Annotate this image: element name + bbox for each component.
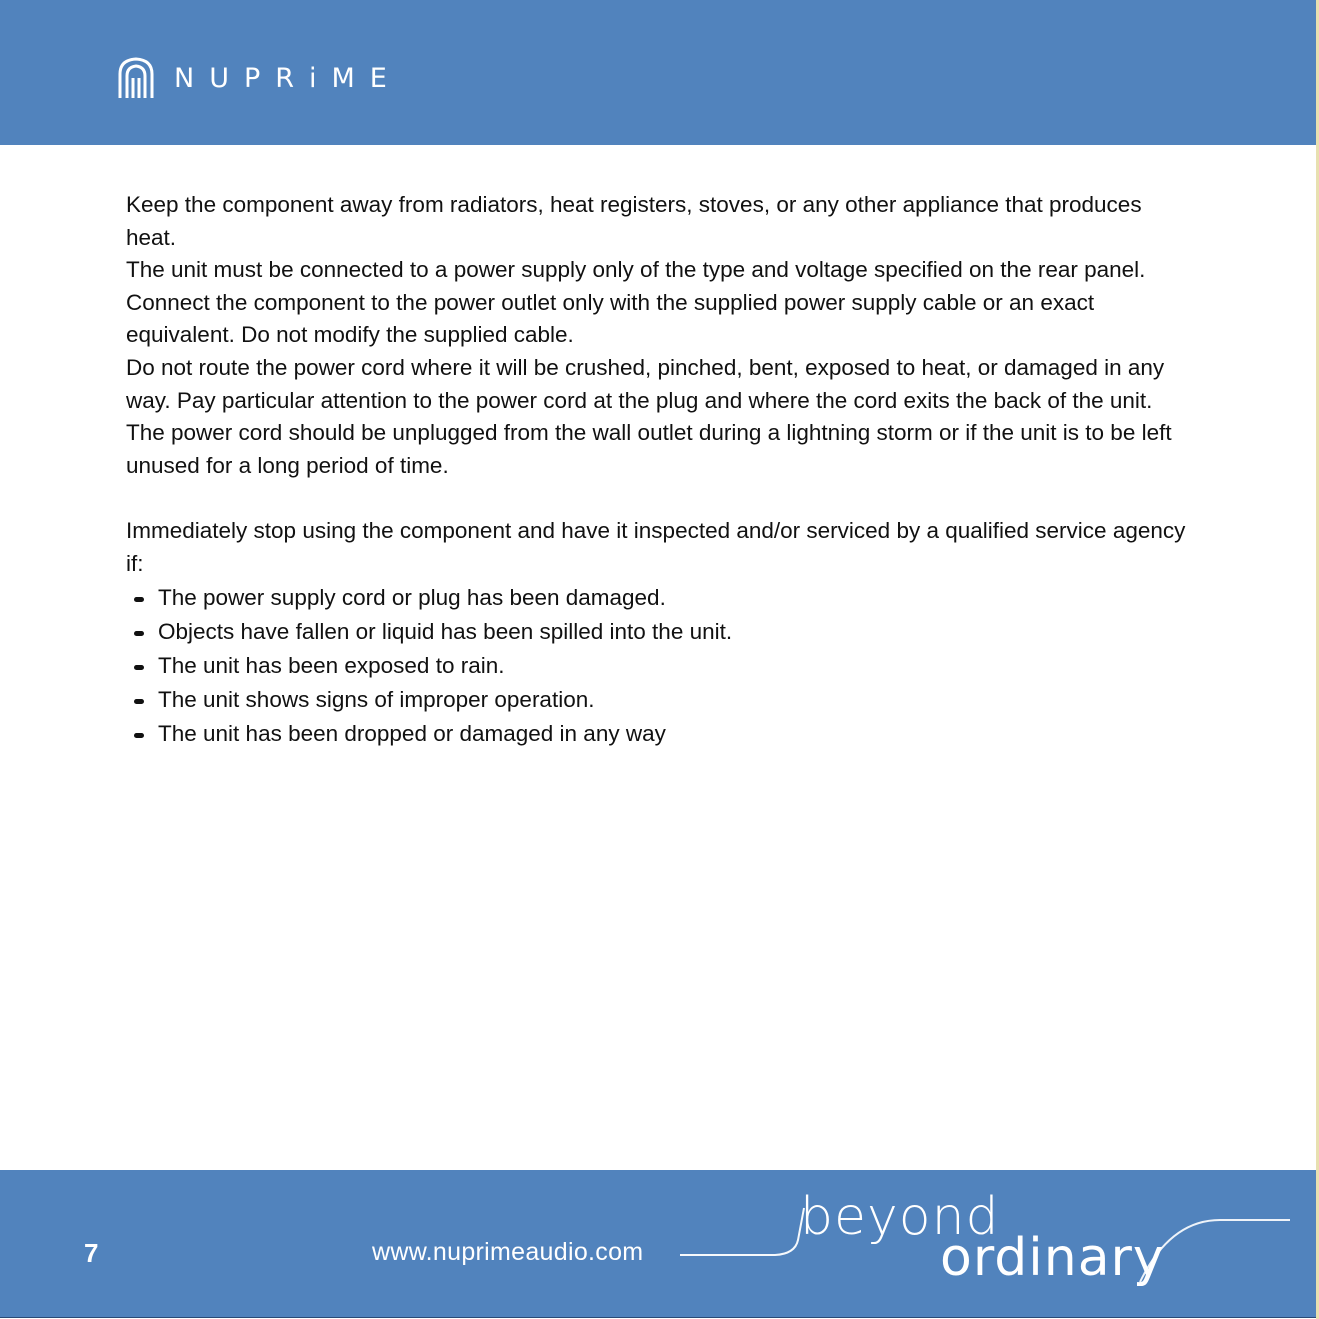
page-header [0,0,1316,145]
bullet-icon [134,631,144,636]
bullet-icon [134,597,144,602]
paragraph: The unit must be connected to a power supply only of the type and voltage specified on the rear panel. Connect the component to the power outlet only with the supplied power supply cable or an exact equivalent. Do not modify the supplied cable. [126,257,1146,348]
page-number: 7 [84,1238,99,1268]
paragraph: The power cord should be unplugged from the wall outlet during a lightning storm or if the unit is to be left unused for a long period of time. [126,420,1172,478]
bullet-list [126,581,1196,751]
list-item: The power supply cord or plug has been damaged. [126,581,1196,615]
brand-name: NUPRiME [174,62,402,94]
list-item: The unit shows signs of improper operation. [126,683,1196,717]
bullet-icon [134,733,144,738]
list-item: Objects have fallen or liquid has been spilled into the unit. [126,615,1196,649]
nuprime-logo-icon [116,56,156,100]
paragraph: Keep the component away from radiators, heat registers, stoves, or any other appliance that produces heat. [126,192,1142,250]
list-item: The unit has been dropped or damaged in any way [126,717,1196,751]
paragraph: Immediately stop using the component and have it inspected and/or serviced by a qualified service agency if: [126,518,1186,576]
brand-logo [116,56,402,100]
safety-instructions [126,189,1196,751]
paragraph: Do not route the power cord where it will be crushed, pinched, bent, exposed to heat, or damaged in any way. Pay particular attention to the power cord at the plug and where the cord exits the back of the unit. [126,354,1165,413]
website-link[interactable]: www.nuprimeaudio.com [372,1238,644,1266]
bullet-icon [134,699,144,704]
tagline-ordinary: ordinary [940,1228,1165,1288]
bullet-icon [134,665,144,670]
tagline-beyond: beyond [800,1187,1000,1247]
list-item: The unit has been exposed to rain. [126,649,1196,683]
